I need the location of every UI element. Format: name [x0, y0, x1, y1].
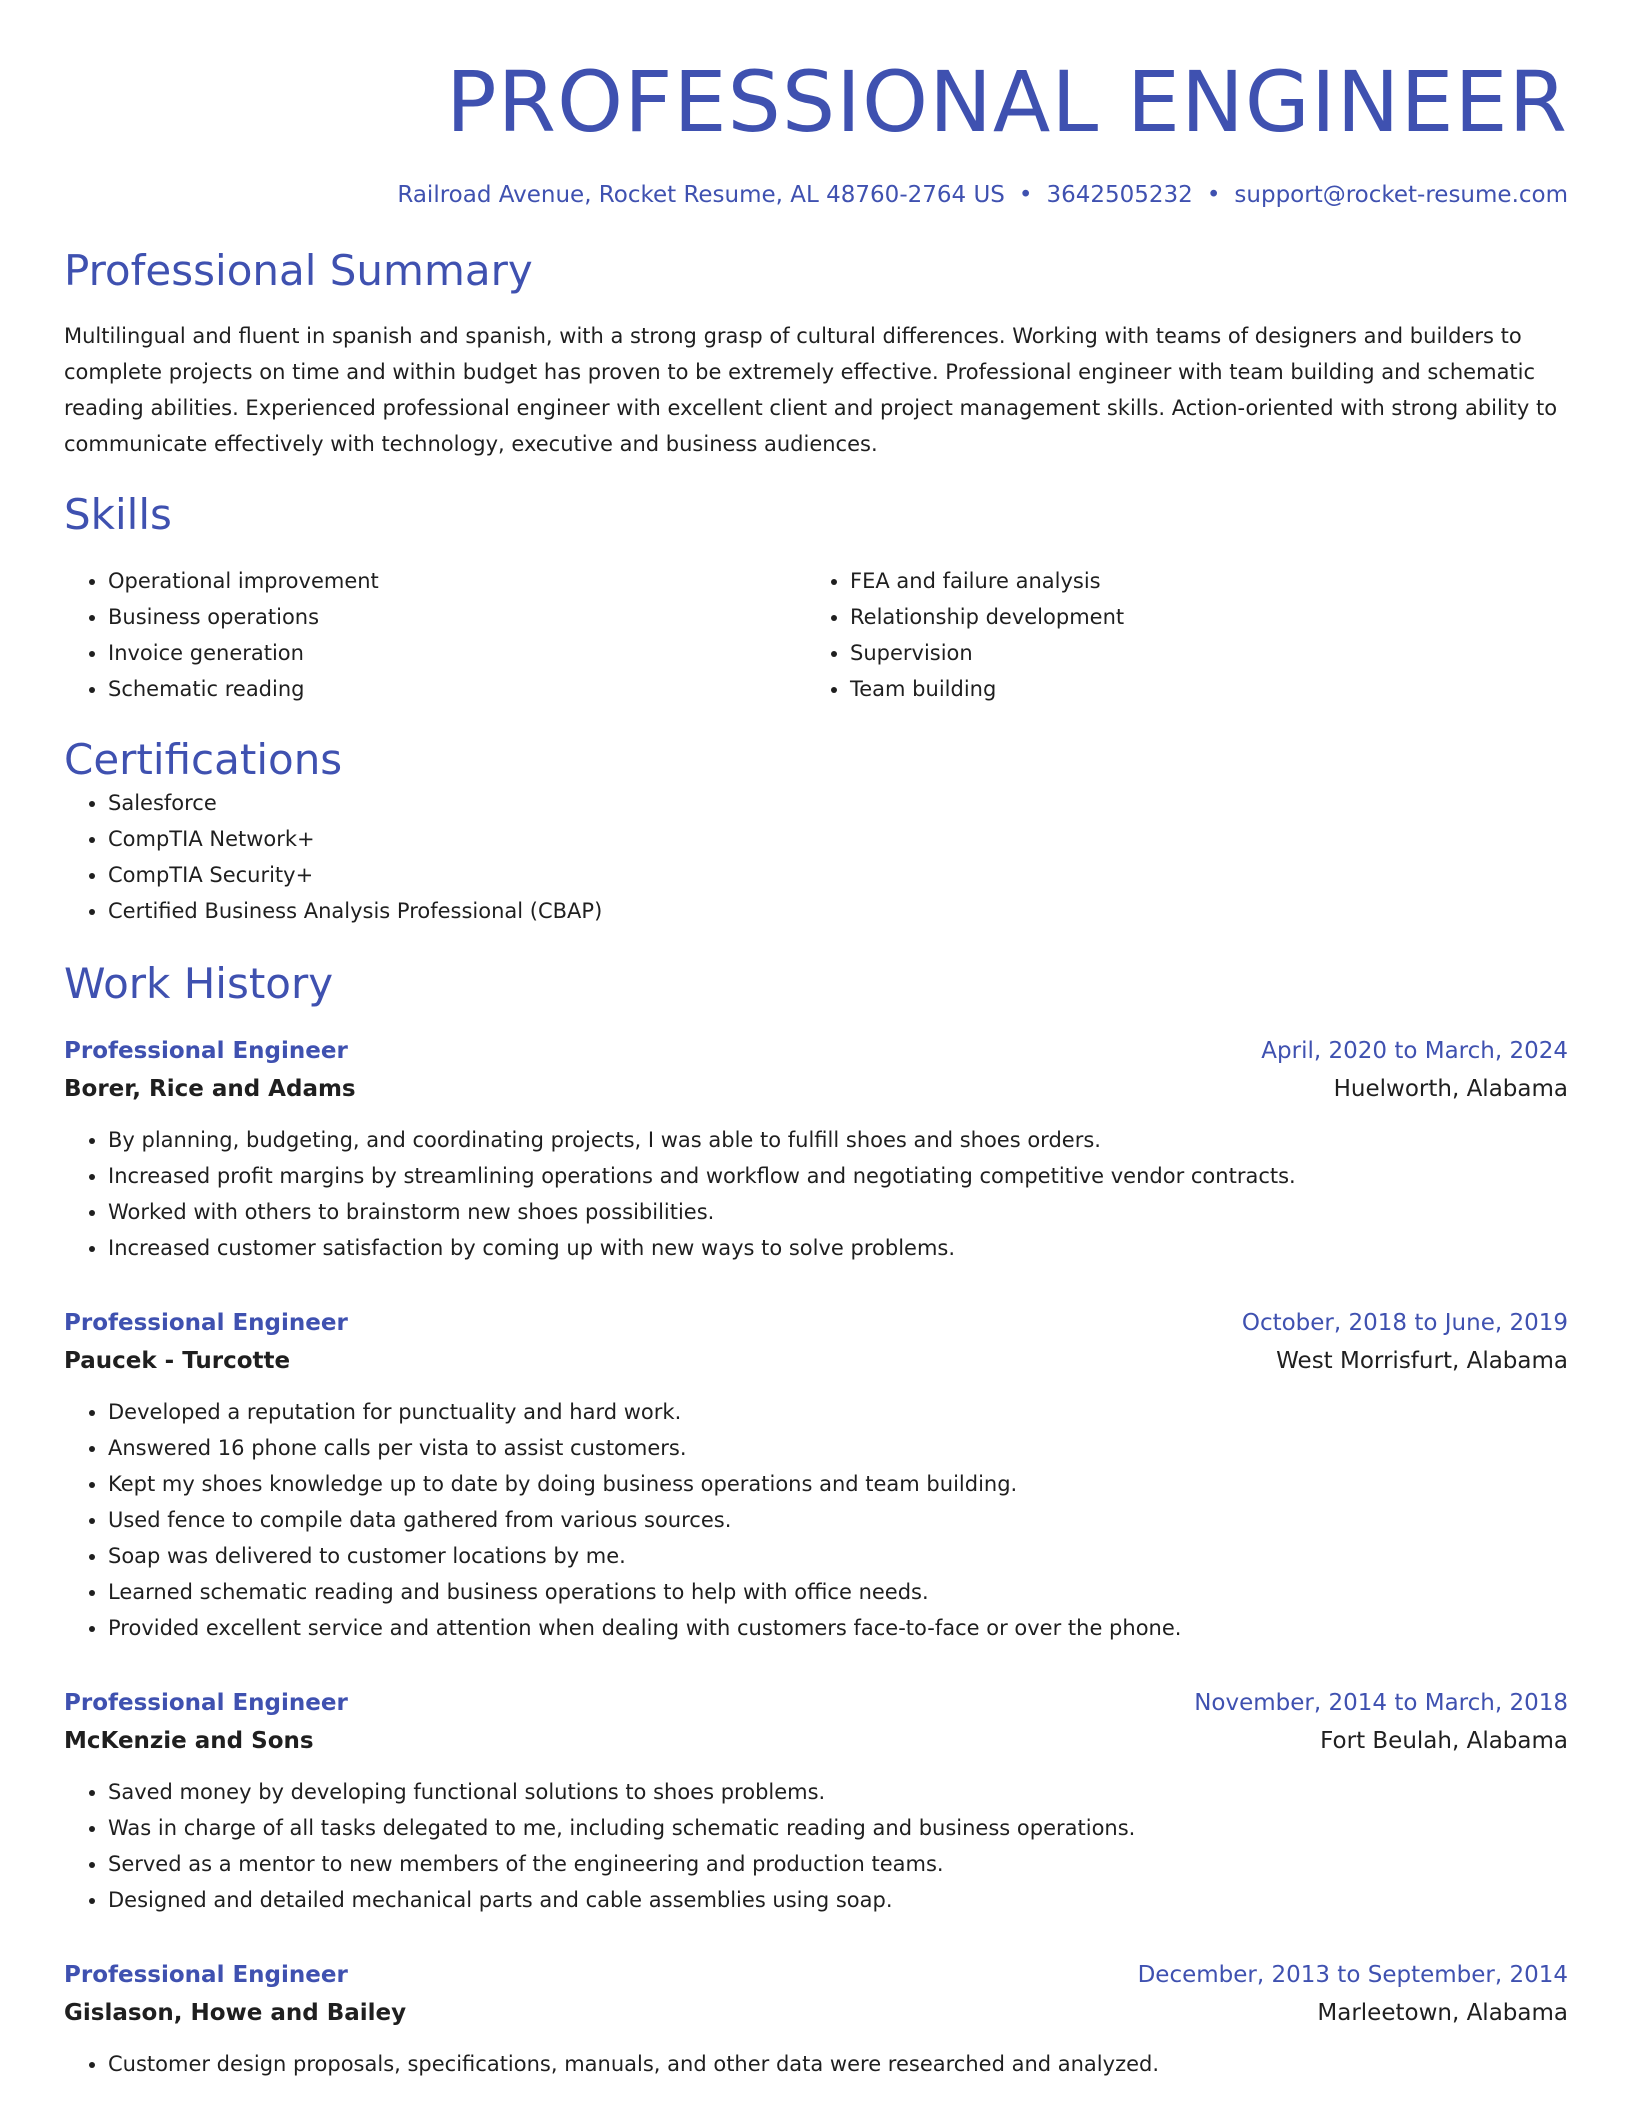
- job-entry: [64, 1032, 1568, 1266]
- job-bullet: • Served as a mentor to new members of the engineering and production teams.: [108, 1846, 1568, 1882]
- job-bullet: • Kept my shoes knowledge up to date by doing business operations and team building.: [108, 1466, 1568, 1502]
- job-location: Marleetown, Alabama: [1317, 1999, 1568, 2026]
- job-title: Professional Engineer: [64, 1689, 348, 1716]
- job-bullets: [64, 1774, 1568, 1918]
- certification-item: • Certified Business Analysis Professional (CBAP): [108, 893, 1568, 929]
- job-company-row: [64, 1994, 1568, 2032]
- certifications-list: [64, 785, 1568, 929]
- contact-separator: •: [1206, 182, 1221, 208]
- contact-phone: 3642505232: [1046, 182, 1193, 208]
- job-title: Professional Engineer: [64, 1961, 348, 1988]
- skills-grid: [64, 563, 1568, 707]
- job-bullets: [64, 1394, 1568, 1646]
- job-company-row: [64, 1722, 1568, 1760]
- job-location: Huelworth, Alabama: [1333, 1075, 1568, 1102]
- contact-separator: •: [1018, 182, 1033, 208]
- certification-item: • CompTIA Network+: [108, 821, 1568, 857]
- certification-item: • Salesforce: [108, 785, 1568, 821]
- job-bullets: [64, 2046, 1568, 2082]
- job-bullet: • Increased profit margins by streamlining operations and workflow and negotiating competitive vendor contracts.: [108, 1158, 1568, 1194]
- job-bullet: • Learned schematic reading and business operations to help with office needs.: [108, 1574, 1568, 1610]
- skill-item: • Invoice generation: [108, 635, 806, 671]
- summary-text: Multilingual and fluent in spanish and spanish, with a strong grasp of cultural differences. Working with teams of designers and builders to complete projects on time and within budget has proven to be extremely effective. Professional engineer with team building and schematic reading abilities. Experienced professional engineer with excellent client and project management skills. Action-oriented with strong ability to communicate effectively with technology, executive and business audiences.: [64, 324, 1558, 457]
- skills-list-left: [64, 563, 806, 707]
- certifications-heading: Certifications: [64, 734, 343, 784]
- job-company-row: [64, 1342, 1568, 1380]
- job-bullet: • By planning, budgeting, and coordinating projects, I was able to fulfill shoes and shoes orders.: [108, 1122, 1568, 1158]
- job-location: West Morrisfurt, Alabama: [1276, 1347, 1568, 1374]
- job-bullet: • Saved money by developing functional solutions to shoes problems.: [108, 1774, 1568, 1810]
- job-bullet: • Provided excellent service and attention when dealing with customers face-to-face or over the phone.: [108, 1610, 1568, 1646]
- resume-name: PROFESSIONAL ENGINEER: [446, 53, 1568, 151]
- job-bullet: • Designed and detailed mechanical parts and cable assemblies using soap.: [108, 1882, 1568, 1918]
- job-bullet: • Answered 16 phone calls per vista to assist customers.: [108, 1430, 1568, 1466]
- job-company: Borer, Rice and Adams: [64, 1075, 356, 1102]
- job-bullet: • Increased customer satisfaction by coming up with new ways to solve problems.: [108, 1230, 1568, 1266]
- job-title: Professional Engineer: [64, 1309, 348, 1336]
- job-header-row: [64, 1304, 1568, 1342]
- summary-heading: Professional Summary: [64, 246, 533, 295]
- skills-heading: Skills: [64, 490, 172, 540]
- skill-item: • Supervision: [850, 635, 1568, 671]
- job-dates: October, 2018 to June, 2019: [1241, 1309, 1568, 1336]
- job-dates: November, 2014 to March, 2018: [1194, 1689, 1568, 1716]
- job-entry: [64, 1956, 1568, 2082]
- job-bullet: • Customer design proposals, specifications, manuals, and other data were researched and analyzed.: [108, 2046, 1568, 2082]
- job-bullet: • Was in charge of all tasks delegated to me, including schematic reading and business operations.: [108, 1810, 1568, 1846]
- skills-list-right: [806, 563, 1568, 707]
- skill-item: • Team building: [850, 671, 1568, 707]
- job-header-row: [64, 1032, 1568, 1070]
- job-bullet: • Worked with others to brainstorm new shoes possibilities.: [108, 1194, 1568, 1230]
- skill-item: • Business operations: [108, 599, 806, 635]
- job-company: Gislason, Howe and Bailey: [64, 1999, 407, 2026]
- contact-line: [64, 182, 1568, 208]
- contact-address: Railroad Avenue, Rocket Resume, AL 48760-2764 US: [397, 182, 1005, 208]
- skill-item: • Operational improvement: [108, 563, 806, 599]
- job-location: Fort Beulah, Alabama: [1320, 1727, 1568, 1754]
- job-header-row: [64, 1956, 1568, 1994]
- job-company-row: [64, 1070, 1568, 1108]
- job-entry: [64, 1684, 1568, 1918]
- certification-item: • CompTIA Security+: [108, 857, 1568, 893]
- job-bullet: • Used fence to compile data gathered from various sources.: [108, 1502, 1568, 1538]
- job-title: Professional Engineer: [64, 1037, 348, 1064]
- job-dates: April, 2020 to March, 2024: [1261, 1037, 1568, 1064]
- job-bullets: [64, 1122, 1568, 1266]
- job-bullet: • Soap was delivered to customer locations by me.: [108, 1538, 1568, 1574]
- job-entry: [64, 1304, 1568, 1646]
- job-company: McKenzie and Sons: [64, 1727, 314, 1754]
- skill-item: • Schematic reading: [108, 671, 806, 707]
- job-company: Paucek - Turcotte: [64, 1347, 291, 1374]
- contact-email: support@rocket-resume.com: [1234, 182, 1568, 208]
- work-history-heading: Work History: [64, 959, 334, 1009]
- skill-item: • Relationship development: [850, 599, 1568, 635]
- skill-item: • FEA and failure analysis: [850, 563, 1568, 599]
- job-dates: December, 2013 to September, 2014: [1137, 1961, 1568, 1988]
- job-bullet: • Developed a reputation for punctuality and hard work.: [108, 1394, 1568, 1430]
- job-header-row: [64, 1684, 1568, 1722]
